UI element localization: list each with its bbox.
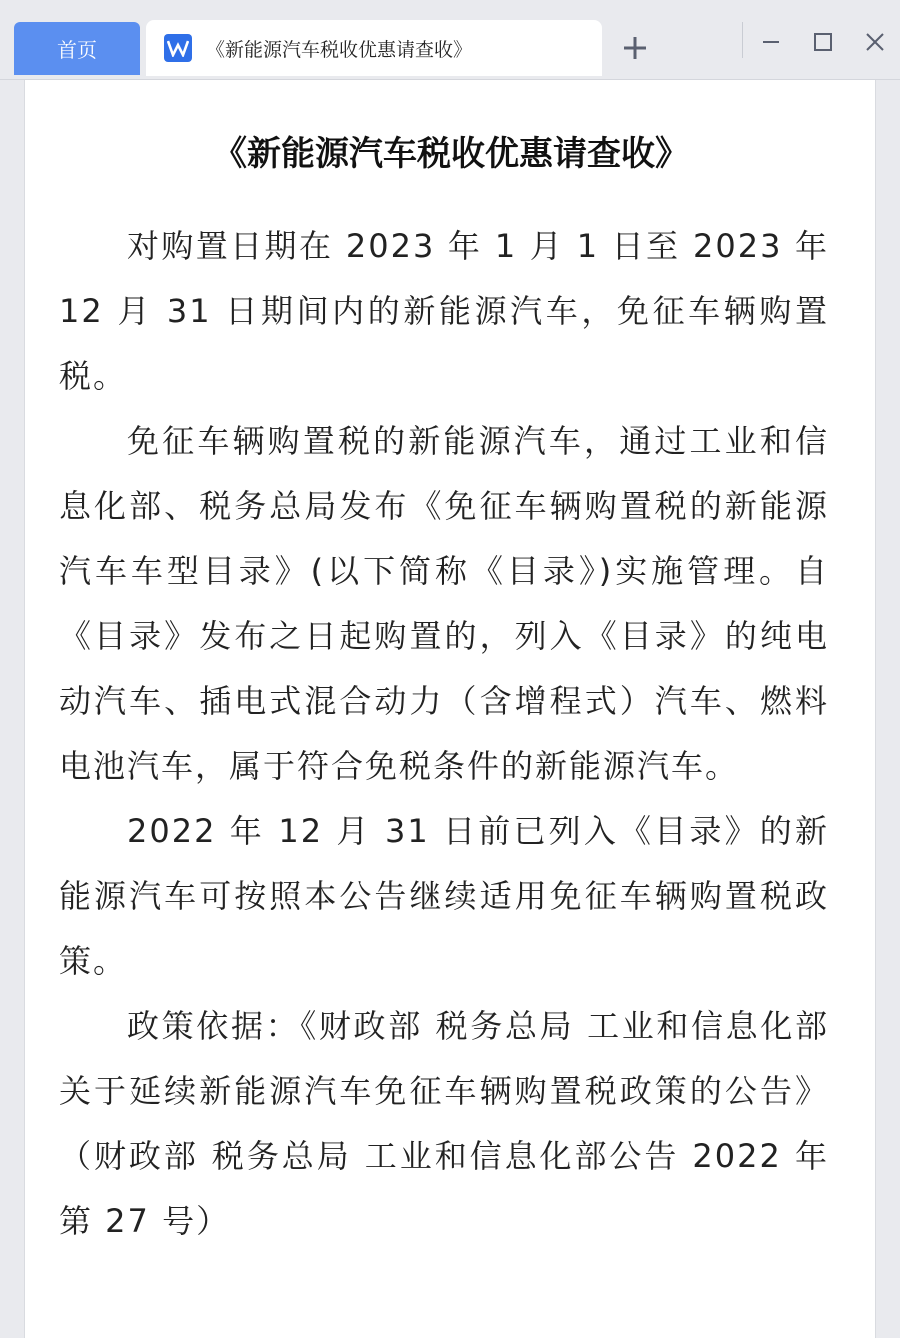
title-bar	[0, 0, 900, 80]
tab-document-label: 《新能源汽车税收优惠请查收》	[206, 38, 473, 61]
tab-home-label: 首页	[57, 38, 97, 62]
close-button[interactable]	[855, 22, 895, 62]
maximize-button[interactable]	[803, 22, 843, 62]
document-page	[24, 80, 876, 1338]
minimize-icon	[761, 32, 781, 52]
new-tab-button[interactable]	[612, 28, 658, 68]
paragraph-4: 政策依据：《财政部 税务总局 工业和信息化部关于延续新能源汽车免征车辆购置税政策的公告》（财政部 税务总局 工业和信息化部公告 2022 年第 27 号）	[59, 1007, 829, 1240]
tab-document[interactable]	[146, 20, 602, 76]
document-viewport[interactable]	[0, 80, 900, 1338]
paragraph-2: 免征车辆购置税的新能源汽车，通过工业和信息化部、税务总局发布《免征车辆购置税的新能源汽车车型目录》(以下简称《目录》)实施管理。自《目录》发布之日起购置的，列入《目录》的纯电动汽车、插电式混合动力（含增程式）汽车、燃料电池汽车，属于符合免税条件的新能源汽车。	[59, 422, 829, 785]
close-icon	[865, 32, 885, 52]
document-body	[59, 214, 829, 1254]
tab-home[interactable]	[14, 22, 140, 75]
document-title: 《新能源汽车税收优惠请查收》	[213, 134, 689, 174]
maximize-icon	[813, 32, 833, 52]
wps-writer-icon	[164, 34, 192, 62]
plus-icon	[622, 35, 648, 61]
paragraph-1: 对购置日期在 2023 年 1 月 1 日至 2023 年 12 月 31 日期间内的新能源汽车，免征车辆购置税。	[59, 227, 829, 395]
minimize-button[interactable]	[751, 22, 791, 62]
paragraph-3: 2022 年 12 月 31 日前已列入《目录》的新能源汽车可按照本公告继续适用免征车辆购置税政策。	[59, 812, 829, 980]
titlebar-divider	[742, 22, 743, 58]
